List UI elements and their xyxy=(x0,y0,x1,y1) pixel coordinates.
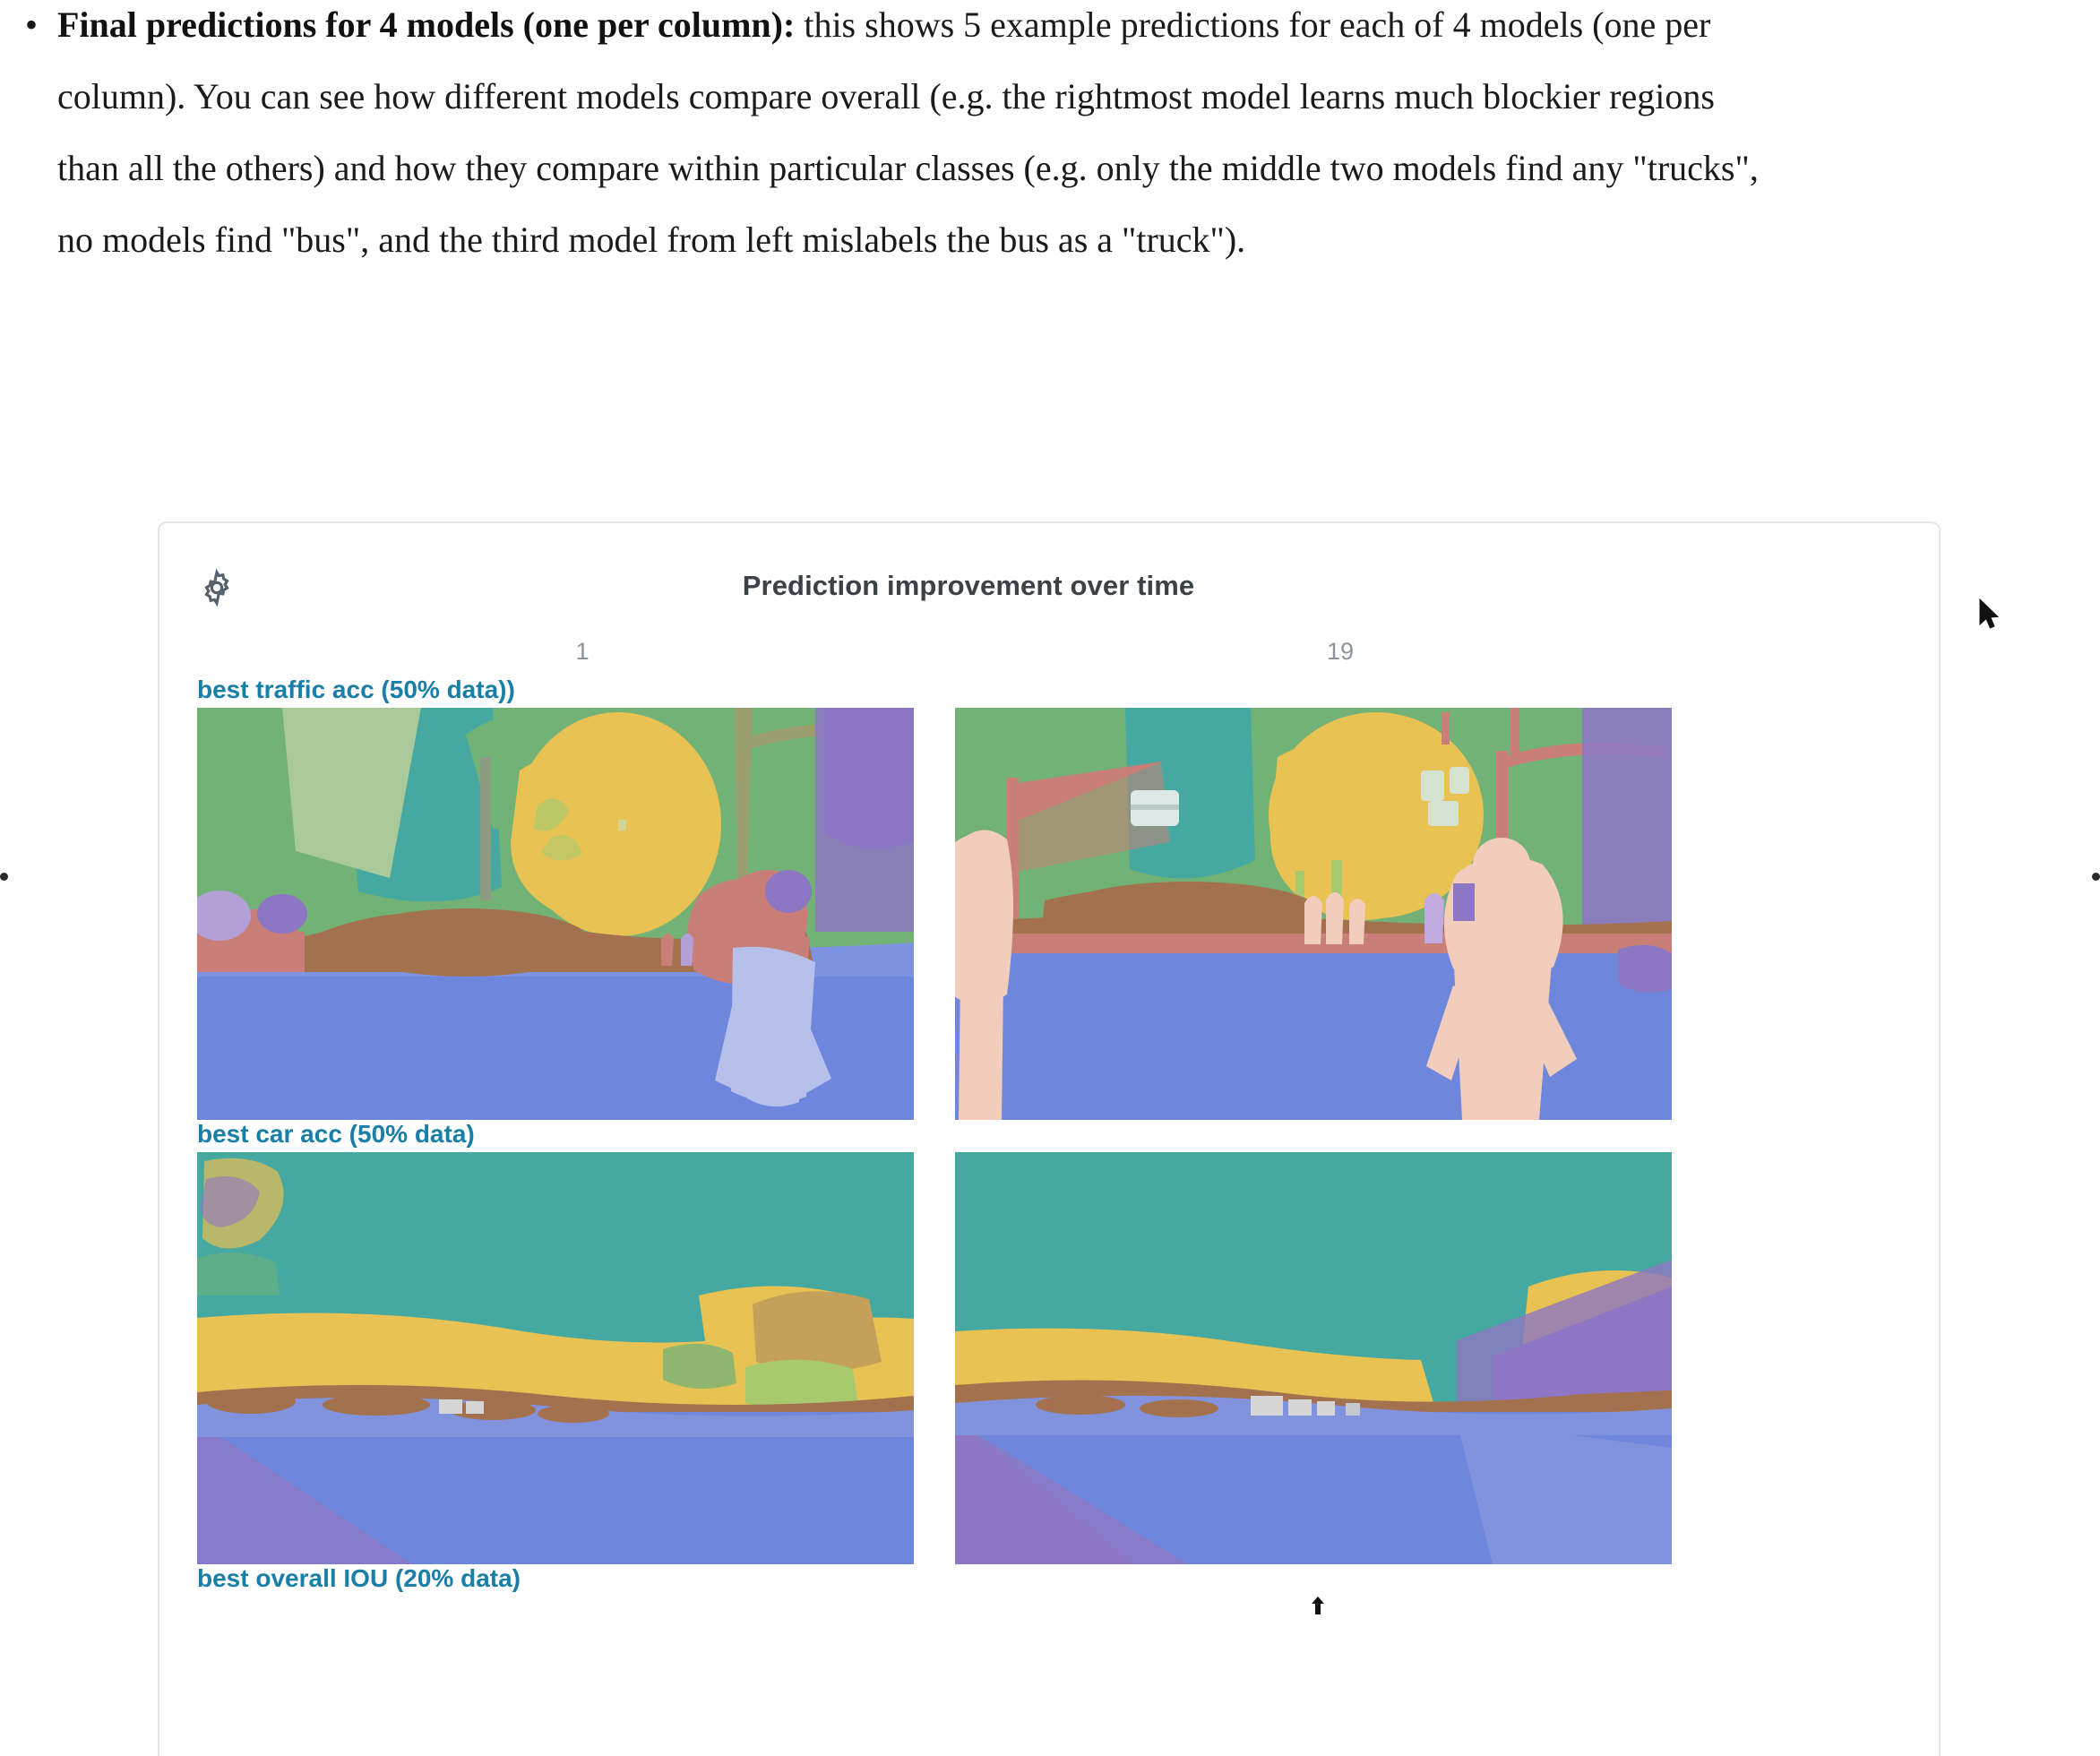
panel-title: Prediction improvement over time xyxy=(742,570,1195,601)
segmentation-image-r1c2[interactable] xyxy=(955,708,1672,1120)
edge-marker-left xyxy=(0,873,8,881)
prediction-panel xyxy=(158,521,1941,1756)
panel-header xyxy=(159,523,1939,622)
row-label-best-traffic-acc[interactable]: best traffic acc (50% data)) xyxy=(197,676,515,703)
mouse-pointer xyxy=(1978,598,2001,633)
row-label-best-car-acc[interactable]: best car acc (50% data) xyxy=(197,1120,475,1148)
edge-marker-right xyxy=(2092,873,2100,881)
bullet-body-text: this shows 5 example predictions for each of 4 models (one per column). You can see how different models compare overall (e.g. the rightmost model learns much blockier regions than all the others) and how they compare within particular classes (e.g. only the middle two models find any "trucks", no models find "bus", and the third model from left mislabels the bus as a "truck"). xyxy=(57,4,1759,260)
row-label-best-overall-iou[interactable]: best overall IOU (20% data) xyxy=(197,1564,521,1592)
step-number-row xyxy=(159,638,1939,674)
prose-block xyxy=(0,0,2007,276)
segmentation-image-r2c2[interactable] xyxy=(955,1152,1672,1564)
bullet-marker: • xyxy=(24,4,38,45)
bullet-paragraph xyxy=(57,0,1777,276)
segmentation-image-r3c1[interactable] xyxy=(197,1597,914,1756)
bullet-item xyxy=(0,0,2007,276)
segmentation-image-r1c1[interactable] xyxy=(197,708,914,1120)
step-number-1: 1 xyxy=(575,638,590,665)
segmentation-image-r2c1[interactable] xyxy=(197,1152,914,1564)
bullet-lead-bold: Final predictions for 4 models (one per column): xyxy=(57,4,796,45)
segmentation-image-r3c2[interactable] xyxy=(955,1597,1672,1756)
step-number-2: 19 xyxy=(1326,638,1355,665)
